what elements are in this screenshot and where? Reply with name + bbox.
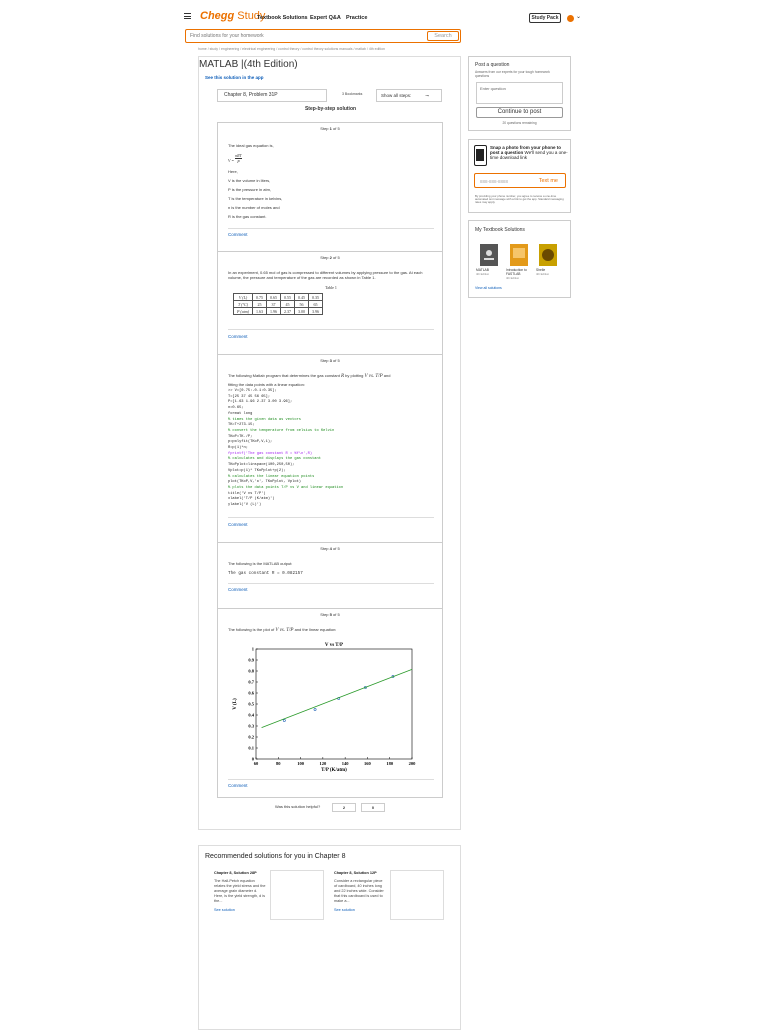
search-input[interactable] (190, 33, 410, 39)
y-tick-label: 0.9 (248, 657, 254, 663)
code-line: % plots the data points T/P vs V and linear equation (228, 485, 344, 490)
code-line: Vplot=p(1)* TKoPplot+p(2); (228, 468, 286, 473)
table-cell: 45 (281, 301, 295, 308)
step-label: Step (320, 612, 329, 617)
step-number: 2 (329, 255, 332, 260)
step-number: 5 (329, 612, 332, 617)
snap-title-bold: Snap a photo from your phone to post a question (490, 145, 561, 155)
logo-main: Chegg (200, 10, 235, 22)
post-question-card (468, 56, 571, 131)
step-3-header (218, 358, 442, 363)
step-number: 1 (329, 126, 332, 131)
step-total: of 5 (333, 612, 340, 617)
ideal-gas-formula (228, 153, 242, 164)
divider (228, 583, 434, 584)
recommended-thumbnail-2[interactable] (390, 870, 444, 920)
code-line: % calculates and displays the gas constant (228, 457, 321, 462)
step-1-line-8: R is the gas constant. (228, 214, 267, 219)
step-2-header (218, 255, 442, 260)
chart-title: V vs T/P (324, 643, 344, 648)
recommended-item-2[interactable] (334, 871, 394, 912)
step-1-line-5: P is the pressure in atm, (228, 187, 272, 192)
y-tick-label: 0.4 (248, 712, 254, 718)
book-cover-intro[interactable] (510, 244, 528, 266)
v-vs-tp-chart (228, 637, 418, 777)
book-cover-shelle[interactable] (539, 244, 557, 266)
code-line: n=0.65; (228, 406, 244, 411)
comment-link[interactable]: Comment (228, 522, 248, 527)
y-tick-label: 0.2 (248, 734, 254, 740)
solution-title: Step-by-step solution (304, 106, 357, 112)
step-total: of 5 (333, 255, 340, 260)
step-total: of 5 (333, 358, 340, 363)
step-1-header (218, 126, 442, 131)
book-edition: 4th Edition (536, 272, 550, 276)
book-title-text: MATLAB (199, 59, 239, 70)
logo-sub: Study (237, 10, 266, 22)
book-edition: 4th Edition (476, 272, 490, 276)
see-solution-link[interactable]: See solution (334, 908, 355, 912)
matlab-code-block (228, 389, 378, 509)
table-row (234, 308, 323, 315)
table-cell: 25 (253, 301, 267, 308)
step-3-intro (228, 373, 438, 379)
table-cell: 0.35 (309, 294, 323, 301)
step-total: of 5 (333, 546, 340, 551)
book-name: Shelle (536, 268, 546, 272)
table-cell: 65 (309, 301, 323, 308)
search-button[interactable]: Search (427, 31, 459, 41)
table-cell: 2.37 (281, 308, 295, 315)
code-line: P=[1.63 1.96 2.37 3.00 3.96]; (228, 400, 293, 405)
y-tick-label: 0.7 (248, 679, 254, 685)
x-tick-label: 160 (364, 761, 371, 766)
nav-practice[interactable]: Practice (346, 15, 368, 21)
thumbs-down-button[interactable]: 0 (361, 803, 385, 812)
code-line: TK=T+273.15; (228, 423, 255, 428)
step-5-text (228, 627, 336, 633)
step-1-line-4: V is the volume in liters, (228, 178, 271, 183)
table-row (234, 301, 323, 308)
formula-lhs: V = (228, 158, 235, 164)
table-title: Table 1 (325, 285, 337, 290)
rec-desc: The Hall-Petch equation relates the yield stress and the average grain diameter d. Here, is the yield strength, d is the... (214, 879, 266, 903)
code-line: % calculates the linear equation points (228, 474, 315, 479)
snap-title-rest: We'll send you a one-time download link (490, 150, 568, 160)
intro-text-b: by plotting (345, 373, 364, 378)
rec-desc: Consider a rectangular piece of cardboard, 40 inches long and 22 inches wide. Consider that this cardboard is used to make a... (334, 879, 384, 903)
code-line: R=p(1)*n; (228, 446, 248, 451)
formula-numerator: nRT (235, 153, 242, 158)
questions-remaining: 20 questions remaining (502, 121, 537, 125)
table-row (234, 294, 323, 301)
step-2 (217, 251, 443, 354)
solution-panel (198, 56, 461, 830)
code-line: title('V vs T/P') (228, 491, 266, 496)
book-label-1[interactable] (476, 268, 500, 276)
show-all-steps[interactable] (376, 89, 442, 102)
chegg-logo[interactable] (200, 10, 265, 22)
intro-text-a: The following Matlab program that determines the gas constant (228, 373, 340, 378)
code-line: fprintf('The gas constant R = %f\n',R) (228, 451, 313, 456)
step-4-text: The following is the MATLAB output: (228, 561, 293, 566)
chevron-down-icon[interactable]: ⌄ (576, 14, 582, 20)
step-label: Step (320, 546, 329, 551)
see-solution-link[interactable]: See solution (214, 908, 235, 912)
step-2-text: In an experiment, 0.65 mol of gas is compressed to different volumes by applying pressure to the gas. At each volume, the pressure and temperature of the gas are recorded as shown in Table 1. (228, 270, 423, 280)
table-cell: 0.65 (267, 294, 281, 301)
divider (228, 228, 434, 229)
step-label: Step (320, 126, 329, 131)
code-line: p=polyfit(TKoP,V,1); (228, 440, 273, 445)
top-navigation (0, 0, 768, 30)
code-line: TKoPplot=linspace(100,250,50); (228, 463, 295, 468)
bookmarks-count[interactable]: 3 Bookmarks (342, 92, 363, 96)
toggle-icon[interactable]: ⊸ (425, 93, 429, 98)
phone-icon (474, 145, 487, 166)
plot-area (256, 649, 412, 759)
step-3 (217, 354, 443, 542)
snap-photo-card (468, 139, 571, 213)
matlab-output: The gas constant R = 0.082157 (228, 571, 303, 576)
table-row-header: T (°C) (234, 301, 253, 308)
divider (228, 779, 434, 780)
step-label: Step (320, 255, 329, 260)
step-5-header (218, 612, 442, 617)
recommended-panel (198, 845, 461, 1030)
x-tick-label: 120 (319, 761, 327, 766)
snap-title (490, 145, 568, 160)
table-cell: 3.00 (295, 308, 309, 315)
x-tick-label: 80 (276, 761, 281, 766)
rec-name: Chapter 8, Solution 12P (334, 871, 377, 875)
step-4-header (218, 546, 442, 551)
step-4 (217, 542, 443, 608)
x-tick-label: 180 (386, 761, 394, 766)
phone-number-field[interactable] (474, 173, 566, 188)
y-axis-label: V (L) (233, 698, 238, 710)
book-label-2[interactable] (506, 268, 534, 280)
y-tick-label: 1 (251, 646, 254, 652)
y-tick-label: 0.8 (248, 668, 254, 674)
table-cell: 0.75 (253, 294, 267, 301)
code-line: xlabel('T/P (K/atm)') (228, 497, 275, 502)
book-name: Introduction to FASTLAB (506, 268, 527, 276)
book-edition: 4th Edition (247, 59, 295, 70)
symbol-plot: V vs. T/P (364, 374, 383, 379)
y-tick-label: 0.6 (248, 690, 254, 696)
x-axis-label: T/P (K/atm) (321, 768, 347, 773)
comment-link[interactable]: Comment (228, 587, 248, 592)
comment-link[interactable]: Comment (228, 783, 248, 788)
nav-textbook-solutions[interactable]: Textbook Solutions (257, 15, 308, 21)
code-line: % convert the temperature from celsius to Kelvin (228, 428, 335, 433)
y-tick-label: 0 (251, 756, 254, 762)
y-tick-label: 0.5 (248, 701, 254, 707)
menu-icon[interactable] (184, 13, 191, 19)
recommended-item-1[interactable] (214, 871, 274, 912)
code-line: ylabel('V (L)') (228, 503, 262, 508)
text-me-button[interactable]: Text me (538, 178, 558, 184)
code-line: T=[25 37 45 56 65]; (228, 394, 271, 399)
y-tick-label: 0.3 (248, 723, 254, 729)
study-pack-button[interactable]: Study Pack (529, 13, 561, 23)
book-name: MATLAB (476, 268, 489, 272)
x-tick-label: 200 (408, 761, 416, 766)
search-bar (185, 29, 461, 43)
app-link[interactable]: See this solution in the app (205, 75, 264, 80)
code-line: >> V=[0.75:-0.1:0.35]; (228, 389, 277, 393)
symbol-r: R (340, 374, 345, 379)
helpful-question: Was this solution helpful? (275, 804, 321, 809)
recommended-thumbnail-1[interactable] (270, 870, 324, 920)
thumbs-up-button[interactable]: 2 (332, 803, 356, 812)
phone-placeholder: 888-888-8888 (480, 179, 509, 184)
problem-selector[interactable]: Chapter 8, Problem 31P (217, 89, 327, 102)
snap-legal: By providing your phone number, you agree to receive a one-time automated text message with a link to get the app. Standard messaging rates may apply. (475, 194, 564, 205)
table-cell: 1.63 (253, 308, 267, 315)
rec-name: Chapter 8, Solution 28P (214, 871, 257, 875)
step-1 (217, 122, 443, 251)
recommended-title: Recommended solutions for you in Chapter 8 (205, 853, 346, 860)
x-tick-label: 140 (341, 761, 349, 766)
code-line: % times the given data as vectors (228, 417, 302, 422)
code-line: format long (228, 411, 253, 416)
view-all-solutions-link[interactable]: View all solutions (475, 286, 502, 290)
table-cell: 0.45 (295, 294, 309, 301)
formula-denominator: P (237, 159, 240, 164)
breadcrumb[interactable]: home / study / engineering / electrical engineering / control theory / control theory solutions manuals / matlab / 4th edition (198, 47, 385, 51)
table-row-header: V (L) (234, 294, 253, 301)
step-label: Step (320, 358, 329, 363)
my-textbooks-title: My Textbook Solutions (475, 227, 525, 233)
book-edition: 4th Edition (506, 276, 520, 280)
divider (228, 329, 434, 330)
book-title: MATLAB |(4th Edition) (199, 59, 298, 70)
step-1-line-3: Here, (228, 169, 238, 174)
step-5-text-b: and the linear equation: (294, 627, 337, 632)
continue-to-post-button[interactable]: Continue to post (476, 107, 563, 118)
step-1-line-7: n is the number of moles and (228, 205, 280, 210)
symbol-plot: V vs. T/P (275, 628, 294, 633)
table-cell: 3.96 (309, 308, 323, 315)
comment-link[interactable]: Comment (228, 232, 248, 237)
comment-link[interactable]: Comment (228, 334, 248, 339)
code-line: plot(TKoP,V,'o', TKoPplot, Vplot) (228, 480, 302, 485)
step-total: of 5 (333, 126, 340, 131)
table-cell: 56 (295, 301, 309, 308)
gas-data-table (233, 293, 323, 315)
step-1-line-6: T is the temperature in kelvins, (228, 196, 283, 201)
show-all-label: Show all steps: (381, 93, 412, 98)
book-cover-matlab[interactable] (480, 244, 498, 266)
table-cell: 0.55 (281, 294, 295, 301)
step-5 (217, 608, 443, 798)
post-question-desc: Answers from our experts for your tough homework questions (475, 70, 550, 78)
user-avatar-icon[interactable] (567, 15, 574, 22)
x-tick-label: 60 (253, 761, 259, 766)
step-1-line-1: The ideal gas equation is, (228, 143, 274, 148)
my-textbooks-card (468, 220, 571, 298)
divider (228, 517, 434, 518)
question-input[interactable]: Enter question (476, 82, 563, 104)
y-tick-label: 0.1 (248, 745, 254, 751)
book-label-3[interactable] (536, 268, 560, 276)
intro-text-c: and (383, 373, 391, 378)
x-tick-label: 100 (297, 761, 304, 766)
step-3-intro-2: fitting the data points with a linear equation: (228, 382, 305, 387)
table-cell: 37 (267, 301, 281, 308)
code-line: TKoP=TK./P; (228, 434, 253, 439)
nav-expert-qa[interactable]: Expert Q&A (310, 15, 341, 21)
table-row-header: P (atm) (234, 308, 253, 315)
table-cell: 1.96 (267, 308, 281, 315)
step-5-text-a: The following is the plot of (228, 627, 275, 632)
post-question-title: Post a question (475, 62, 510, 68)
step-number: 4 (329, 546, 332, 551)
step-number: 3 (329, 358, 332, 363)
